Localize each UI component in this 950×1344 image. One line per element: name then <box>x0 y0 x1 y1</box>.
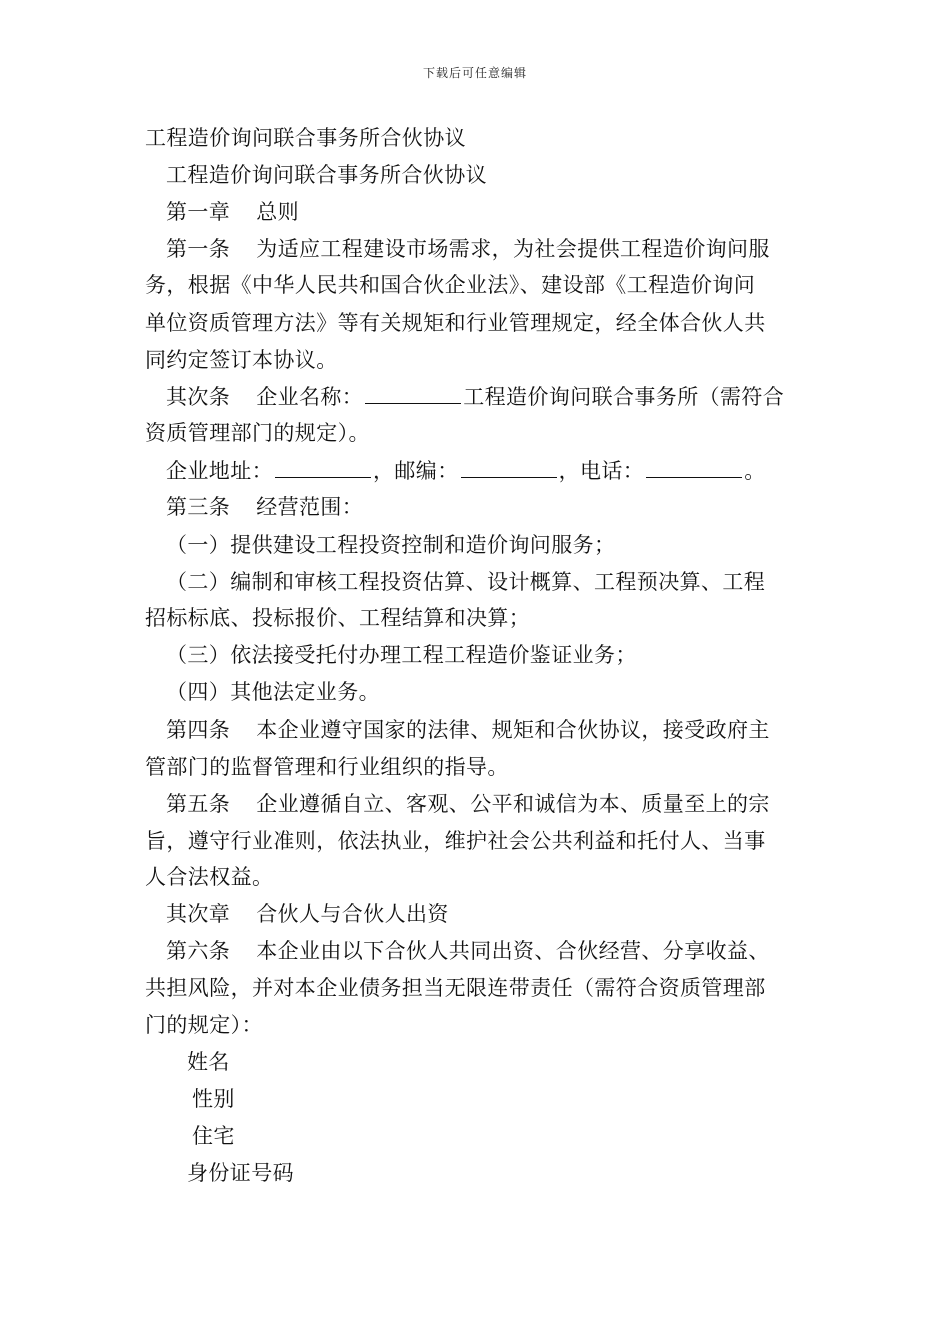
document-title-line-2: 工程造价询问联合事务所合伙协议 <box>166 163 487 187</box>
article-6-text-1: 本企业由以下合伙人共同出资、合伙经营、分享收益、 <box>256 939 770 963</box>
article-3-item-2-line-1: （二）编制和审核工程投资估算、设计概算、工程预决算、工程 <box>166 570 766 594</box>
partner-field-name: 姓名 <box>187 1050 230 1074</box>
article-1-line-4: 同约定签订本协议。 <box>145 348 338 372</box>
article-1-line-2: 务，根据《中华人民共和国合伙企业法》、建设部《工程造价询问 <box>145 273 756 297</box>
article-1-label: 第一条 <box>166 237 231 261</box>
phone-label: ，电话： <box>558 459 645 483</box>
article-1-line-1 <box>166 236 770 262</box>
document-title-line-1: 工程造价询问联合事务所合伙协议 <box>145 126 466 150</box>
chapter-2-heading <box>166 901 449 927</box>
article-1-text-1: 为适应工程建设市场需求，为社会提供工程造价询问服 <box>256 237 770 261</box>
chapter-1-heading <box>166 199 299 225</box>
article-4-label: 第四条 <box>166 718 231 742</box>
article-3-item-4: （四）其他法定业务。 <box>166 680 380 704</box>
article-2-label: 其次条 <box>166 385 231 409</box>
article-2-address-line <box>166 457 766 484</box>
article-3-item-3: （三）依法接受托付办理工程工程造价鉴证业务； <box>166 643 637 667</box>
article-6-line-3: 门的规定）： <box>145 1013 263 1037</box>
article-1-line-3: 单位资质管理方法》等有关规矩和行业管理规定，经全体合伙人共 <box>145 311 766 335</box>
article-5-label: 第五条 <box>166 792 231 816</box>
company-name-label: 企业名称： <box>256 385 364 409</box>
partner-field-gender: 性别 <box>192 1087 235 1111</box>
phone-blank <box>646 457 742 478</box>
article-4-line-1 <box>166 717 770 743</box>
article-2-line-1 <box>166 383 784 410</box>
article-6-label: 第六条 <box>166 939 231 963</box>
article-3-item-1: （一）提供建设工程投资控制和造价询问服务； <box>166 533 616 557</box>
address-end-mark: 。 <box>744 459 766 483</box>
article-5-line-2: 旨，遵守行业准则，依法执业，维护社会公共利益和托付人、当事 <box>145 829 766 853</box>
postcode-blank <box>461 457 557 478</box>
article-4-text-1: 本企业遵守国家的法律、规矩和合伙协议，接受政府主 <box>256 718 770 742</box>
article-3-heading <box>166 494 363 520</box>
download-note: 下载后可任意编辑 <box>422 66 527 80</box>
article-5-line-1 <box>166 791 770 817</box>
company-name-blank <box>365 383 461 404</box>
partner-field-residence: 住宅 <box>192 1124 235 1148</box>
article-6-line-1 <box>166 938 770 964</box>
chapter-2-label: 其次章 <box>166 902 231 926</box>
article-5-line-3: 人合法权益。 <box>145 865 274 889</box>
article-3-label: 第三条 <box>166 495 231 519</box>
article-3-item-2-line-2: 招标标底、投标报价、工程结算和决算； <box>145 606 531 630</box>
chapter-1-title: 总则 <box>256 200 300 224</box>
postcode-label: ，邮编： <box>373 459 459 483</box>
article-3-title: 经营范围： <box>256 495 364 519</box>
chapter-1-label: 第一章 <box>166 200 231 224</box>
address-blank <box>275 457 371 478</box>
chapter-2-title: 合伙人与合伙人出资 <box>256 902 449 926</box>
partner-field-id-number: 身份证号码 <box>187 1161 294 1185</box>
article-5-text-1: 企业遵循自立、客观、公平和诚信为本、质量至上的宗 <box>256 792 770 816</box>
article-2-line-2: 资质管理部门的规定）。 <box>145 421 370 445</box>
article-4-line-2: 管部门的监督管理和行业组织的指导。 <box>145 755 509 779</box>
address-label: 企业地址： <box>166 459 273 483</box>
article-6-line-2: 共担风险，并对本企业债务担当无限连带责任（需符合资质管理部 <box>145 976 766 1000</box>
company-name-suffix: 工程造价询问联合事务所（需符合 <box>463 385 785 409</box>
